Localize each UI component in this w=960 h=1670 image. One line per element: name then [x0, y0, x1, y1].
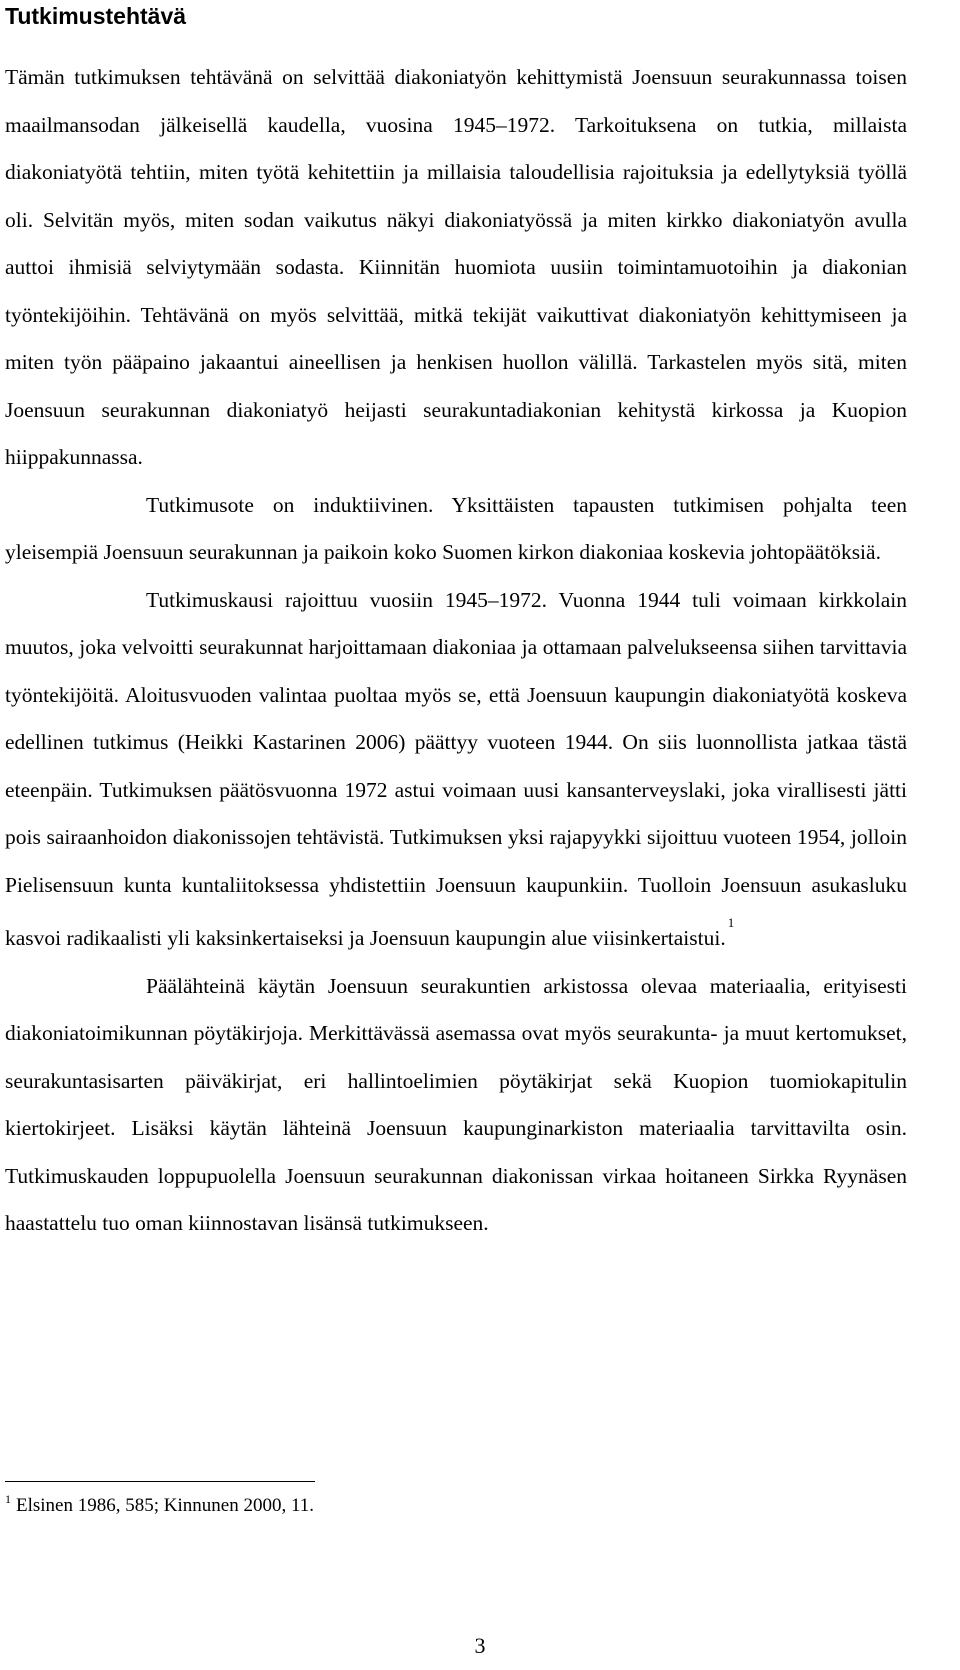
footnote-reference: 1: [727, 915, 735, 930]
paragraph-text: Tämän tutkimuksen tehtävänä on selvittää diakoniatyön kehittymistä Joensuun seurakunnassa toisen maailmansodan jälkeisellä kaudella, vuosina 1945–1972. Tarkoituksena on tutkia, millaista diakoniatyötä tehtiin, miten työtä kehitettiin ja millaisia taloudellisia rajoituksia ja edellytyksiä työllä oli. Selvitän myös, miten sodan vaikutus näkyi diakoniatyössä ja miten kirkko diakoniatyön avulla auttoi ihmisiä selviytymään sodasta. Kiinnitän huomiota uusiin toimintamuotoihin ja diakonian työntekijöihin. Tehtävänä on myös selvittää, mitkä tekijät vaikuttivat diakoniatyön kehittymiseen ja miten työn pääpaino jakaantui aineellisen ja henkisen huollon välillä. Tarkastelen myös sitä, miten Joensuun seurakunnan diakoniatyö heijasti seurakuntadiakonian kehitystä kirkossa ja Kuopion hiippakunnassa.: [5, 65, 907, 469]
paragraph-sources: [5, 963, 907, 1248]
paragraph-period: [5, 577, 907, 963]
paragraph-text: Tutkimusote on induktiivinen. Yksittäisten tapausten tutkimisen pohjalta teen yleisempiä Joensuun seurakunnan ja paikoin koko Suomen kirkon diakoniaa koskevia johtopäätöksiä.: [5, 492, 907, 564]
footnote-text: Elsinen 1986, 585; Kinnunen 2000, 11.: [16, 1495, 314, 1516]
paragraph-text: Päälähteinä käytän Joensuun seurakuntien arkistossa olevaa materiaalia, erityisesti diakoniatoimikunnan pöytäkirjoja. Merkittävässä asemassa ovat myös seurakunta- ja muut kertomukset, seurakuntasisarten päiväkirjat, eri hallintoelimien pöytäkirjat sekä Kuopion tuomiokapitulin kiertokirjeet. Lisäksi käytän lähteinä Joensuun kaupunginarkiston materiaalia tarvittavilta osin. Tutkimuskauden loppupuolella Joensuun seurakunnan diakonissan virkaa hoitaneen Sirkka Ryynäsen haastattelu tuo oman kiinnostavan lisänsä tutkimukseen.: [5, 973, 907, 1236]
paragraph-purpose: [5, 54, 907, 482]
paragraph-text: Tutkimuskausi rajoittuu vuosiin 1945–1972. Vuonna 1944 tuli voimaan kirkkolain muutos, joka velvoitti seurakunnat harjoittamaan diakoniaa ja ottamaan palvelukseensa siihen tarvittavia työntekijöitä. Aloitusvuoden valintaa puoltaa myös se, että Joensuun kaupungin diakoniatyötä koskeva edellinen tutkimus (Heikki Kastarinen 2006) päättyy vuoteen 1944. On siis luonnollista jatkaa tästä eteenpäin. Tutkimuksen päätösvuonna 1972 astui voimaan uusi kansanterveyslaki, joka virallisesti jätti pois sairaanhoidon diakonissojen tehtävistä. Tutkimuksen yksi rajapyykki sijoittuu vuoteen 1954, jolloin Pielisensuun kunta kuntaliitoksessa yhdistettiin Joensuun kaupunkiin. Tuolloin Joensuun asukasluku kasvoi radikaalisti yli kaksinkertaiseksi ja Joensuun kaupungin alue viisinkertaistui.: [5, 587, 907, 951]
section-heading: Tutkimustehtävä: [5, 3, 187, 29]
footnote-divider: [5, 1481, 315, 1482]
footnote-mark: 1: [5, 1492, 11, 1506]
footnote: [5, 1494, 314, 1519]
body-text: [5, 54, 907, 1248]
page-number: 3: [474, 1633, 486, 1658]
paragraph-approach: [5, 482, 907, 577]
